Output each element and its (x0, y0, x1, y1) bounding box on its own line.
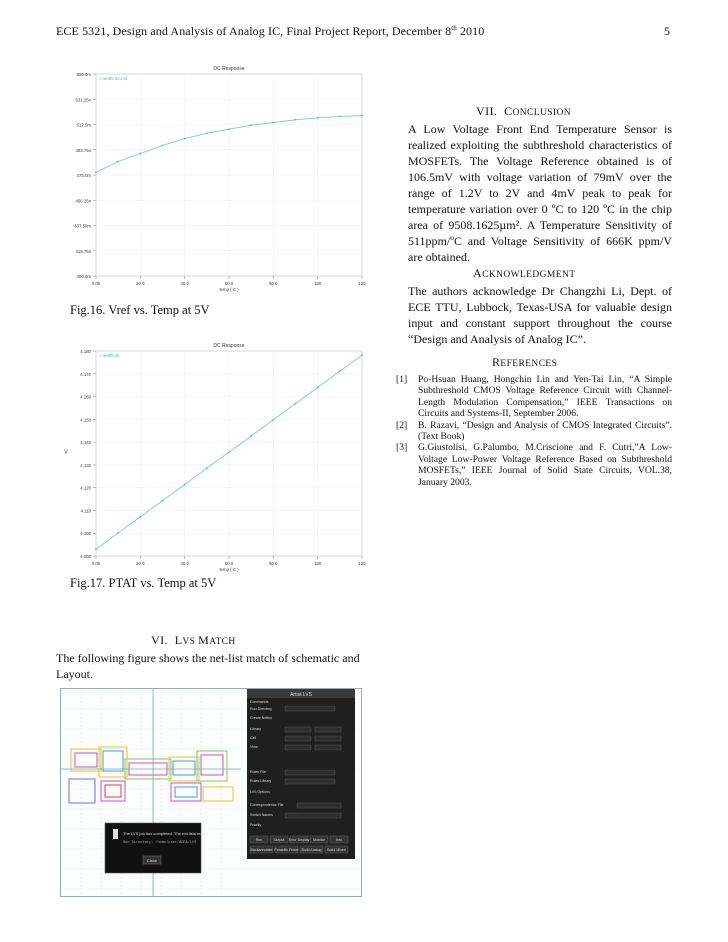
data-point (339, 370, 341, 372)
lvs-button-label: Output (273, 838, 285, 842)
lvs-screenshot-art (61, 689, 361, 896)
references-heading: REFERENCES (492, 355, 558, 369)
y-tick-label: 400.0m (76, 274, 91, 279)
x-axis-label: temp ( C ) (219, 287, 239, 292)
x-tick-label: 60.0 (224, 281, 234, 286)
conclusion-paragraph: A Low Voltage Front End Temperature Sensor is realized exploiting the subthreshold characteristics of MOSFETs. The Voltage Reference obtained is of 106.5mV with voltage variation of 79mV over the range of 1.2V to 2V and 4mV peak to peak for temperature variation over 0 ºC to 120 ºC in the chip area of 9508.1625µm². A Temperature Sensitivity of 511ppm/ºC and Voltage Sensitivity of 666K ppm/V are obtained. (408, 122, 672, 264)
data-point (272, 419, 274, 421)
data-point (162, 144, 164, 146)
data-point (317, 387, 319, 389)
data-point (117, 161, 119, 163)
vref-vs-temp-chart (60, 60, 370, 294)
chart-background (60, 337, 370, 574)
references-list (398, 374, 672, 488)
lvs-form-label: Rules Library (250, 779, 272, 783)
legend-entry: / net05 dc.mil (100, 76, 127, 81)
x-tick-label: 100 (314, 281, 322, 286)
data-point (250, 124, 252, 126)
data-point (339, 116, 341, 118)
x-tick-label: 80.0 (269, 281, 278, 286)
y-tick-label: 4.090 (80, 554, 91, 559)
data-point (206, 467, 208, 469)
data-point (295, 119, 297, 121)
x-tick-label: 80.0 (269, 561, 278, 566)
data-point (272, 122, 274, 124)
data-point (361, 354, 363, 356)
figure-16-plot (60, 60, 370, 294)
figure-17-plot (60, 337, 370, 574)
reference-item: [1] Po-Hsuan Huang, Hongchin Lin and Yen-Tai Lin, “A Simple Subthreshold CMOS Voltage Reference Circuit with Channel-Length Modulation Compensation,” IEEE Transactions on Circuits and Systems-II, September 2006. (396, 374, 672, 420)
lvs-button-label: Error Display (288, 838, 310, 842)
data-point (228, 128, 230, 130)
data-point (95, 171, 97, 173)
running-header (56, 24, 484, 39)
x-tick-label: 120 (358, 281, 366, 286)
y-tick-label: 512.5m (76, 122, 91, 128)
lvs-paragraph: The following figure shows the net-list match of schematic and Layout. (56, 651, 360, 681)
y-tick-label: 475.0m (76, 173, 91, 178)
data-point (250, 435, 252, 437)
data-point (139, 516, 141, 518)
header-superscript: th (451, 24, 457, 32)
y-axis-label: V (64, 449, 68, 456)
x-tick-label: 120 (358, 561, 366, 566)
lvs-form-label: Switch Names (250, 813, 273, 817)
plot-title: DC Response (213, 66, 245, 72)
data-point (228, 451, 230, 453)
lvs-form-label: Run Directory (250, 707, 272, 711)
lvs-form-label: Library (250, 727, 261, 731)
lvs-button-label: Build Mixed (327, 848, 346, 852)
section-lvs-heading: VI. LVS MATCH (151, 633, 236, 647)
y-tick-label: 4.140 (80, 440, 91, 446)
figure-17-caption: Fig.17. PTAT vs. Temp at 5V (70, 576, 217, 590)
lvs-form-label: Priority (250, 823, 262, 827)
dialog-close-button: Close (146, 858, 158, 863)
y-tick-label: 4.120 (80, 485, 91, 491)
lvs-form-label: Correspondence File (250, 803, 284, 807)
x-tick-label: 0.00 (91, 561, 101, 566)
y-tick-label: 456.25n (75, 198, 91, 204)
y-tick-label: 437.50m (74, 223, 91, 229)
data-point (206, 132, 208, 134)
data-point (317, 117, 319, 119)
lvs-form-label: Rules File (250, 770, 266, 774)
dialog-message: The LVS job has completed. The net-lists match. (123, 831, 209, 836)
x-tick-label: 100 (314, 561, 322, 566)
lvs-form-label: Commands (250, 700, 269, 704)
lvs-button-label: Monitor (313, 838, 325, 842)
plot-title: DC Response (213, 343, 245, 349)
acknowledgment-paragraph: The authors acknowledge Dr Changzhi Li, Dept. of ECE TTU, Lubbock, Texas-USA for valuable design input and constant support throughout the course “Design and Analysis of Analog IC”. (408, 284, 672, 346)
y-tick-label: 4.110 (80, 508, 91, 514)
x-tick-label: 40.0 (180, 281, 189, 286)
y-tick-label: 418.75n (75, 248, 91, 254)
x-axis-label: temp ( C ) (219, 567, 239, 572)
dialog-run-dir: Run Directory: /home/user/ADEA/LVS (123, 841, 197, 845)
lvs-window-title: Artist LVS (290, 692, 312, 698)
acknowledgment-heading: ACKNOWLEDGMENT (473, 266, 576, 280)
data-point (295, 403, 297, 405)
data-point (117, 532, 119, 534)
x-tick-label: 20.0 (136, 281, 145, 286)
x-tick-label: 0.00 (91, 281, 101, 286)
data-point (95, 548, 97, 550)
figure-16-caption: Fig.16. Vref vs. Temp at 5V (70, 303, 210, 317)
y-tick-label: 550.0m (76, 72, 91, 77)
lvs-form-label: LVS Options (250, 790, 270, 794)
lvs-button-label: Backannotate (250, 848, 273, 852)
chart-background (60, 60, 370, 294)
lvs-button-label: Build Analog (301, 848, 322, 852)
ptat-vs-temp-chart (60, 337, 370, 574)
data-point (139, 153, 141, 155)
y-tick-label: 531.25n (75, 97, 91, 103)
x-tick-label: 60.0 (224, 561, 234, 566)
header-year: 2010 (456, 24, 485, 38)
x-tick-label: 40.0 (180, 561, 189, 566)
legend-entry: / net05 dc (100, 353, 120, 358)
lvs-button-label: Run (255, 838, 263, 842)
y-tick-label: 4.170 (80, 371, 91, 377)
y-tick-label: 4.180 (80, 349, 91, 354)
y-tick-label: 4.100 (80, 531, 91, 537)
lvs-form-label: Cell (250, 736, 257, 740)
data-point (162, 500, 164, 502)
data-point (361, 115, 363, 117)
x-tick-label: 20.0 (136, 561, 145, 566)
page-number: 5 (664, 24, 671, 38)
conclusion-heading: VII. CONCLUSION (476, 104, 571, 118)
y-tick-label: 493.75n (75, 147, 91, 153)
lvs-button-label: Info (336, 838, 342, 842)
lvs-form-label: View (250, 745, 258, 749)
data-point (184, 138, 186, 140)
reference-item: [2] B. Razavi, “Design and Analysis of CMOS Integrated Circuits”. (Text Book) (396, 419, 672, 443)
lvs-button-label: Parasitic Probe (274, 848, 299, 852)
y-tick-label: 4.150 (80, 417, 91, 423)
reference-item: [3] G.Giustolisi, G.Palumbo, M.Criscione and F. Cutri,”A Low-Voltage Low-Power Voltage Reference Based on Subthreshold MOSFETs,” IEEE Journal of Solid State Circuits, VOL.38, January 2003. (396, 442, 672, 488)
y-tick-label: 4.160 (80, 394, 91, 400)
lvs-screenshot (60, 688, 362, 897)
header-text: ECE 5321, Design and Analysis of Analog IC, Final Project Report, December 8 (56, 24, 452, 38)
lvs-form-label: Create Netlist (250, 716, 272, 720)
y-tick-label: 4.130 (80, 462, 91, 468)
data-point (184, 484, 186, 486)
